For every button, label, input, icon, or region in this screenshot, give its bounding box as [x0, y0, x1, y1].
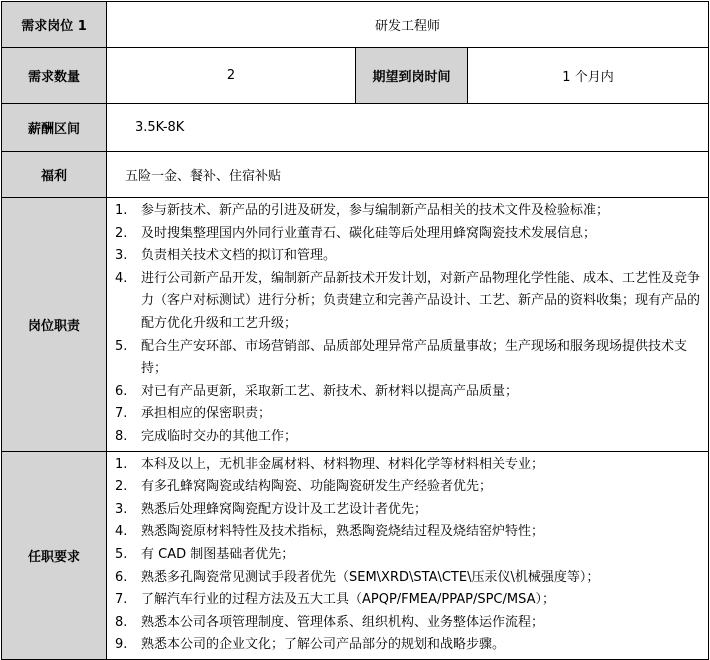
row-position	[2, 2, 709, 48]
list-item: 3. 负责相关技术文档的拟订和管理。	[115, 248, 337, 264]
row-salary	[2, 104, 709, 152]
list-item: 5. 有 CAD 制图基础者优先；	[115, 546, 295, 562]
row-requirements	[2, 451, 709, 659]
row-benefits	[2, 152, 709, 198]
list-item: 7. 了解汽车行业的过程方法及五大工具（APQP/FMEA/PPAP/SPC/MSA）；	[115, 592, 555, 608]
salary-label: 薪酬区间	[2, 104, 107, 152]
row-duties	[2, 198, 709, 452]
quantity-label: 需求数量	[2, 48, 107, 104]
benefits-value: 五险一金、餐补、住宿补贴	[107, 152, 709, 198]
list-item: 6. 对已有产品更新，采取新工艺、新技术、新材料以提高产品质量；	[115, 383, 519, 399]
position-value: 研发工程师	[107, 2, 709, 48]
duties-list	[107, 198, 708, 451]
list-item: 2. 有多孔蜂窝陶瓷或结构陶瓷、功能陶瓷研发生产经验者优先；	[115, 479, 493, 495]
arrival-label: 期望到岗时间	[356, 48, 468, 104]
list-item: 8. 熟悉本公司各项管理制度、管理体系、组织机构、业务整体运作流程；	[115, 614, 545, 630]
list-item: 8. 完成临时交办的其他工作；	[115, 428, 298, 444]
list-item: 4. 熟悉陶瓷原材料特性及技术指标，熟悉陶瓷烧结过程及烧结窑炉特性；	[115, 524, 545, 540]
requirements-list	[107, 452, 708, 659]
list-item: 4. 进行公司新产品开发，编制新产品新技术开发计划，对新产品物理化学性能、成本、工艺性及竞争力（客户对标测试）进行分析；负责建立和完善产品设计、工艺、新产品的资料收集；现有产品的配方优化升级和工艺升级；	[115, 270, 701, 331]
list-item: 5. 配合生产安环部、市场营销部、品质部处理异常产品质量事故；生产现场和服务现场提供技术支持；	[115, 338, 688, 377]
list-item: 9. 熟悉本公司的企业文化；了解公司产品部分的规划和战略步骤。	[115, 637, 506, 653]
requirements-label: 任职要求	[2, 451, 107, 659]
list-item: 1. 参与新技术、新产品的引进及研发，参与编制新产品相关的技术文件及检验标准；	[115, 203, 610, 218]
job-requirements-table	[1, 1, 709, 660]
list-item: 3. 熟悉后处理蜂窝陶瓷配方设计及工艺设计者优先；	[115, 501, 428, 517]
benefits-label: 福利	[2, 152, 107, 198]
list-item: 7. 承担相应的保密职责；	[115, 406, 272, 422]
list-item: 2. 及时搜集整理国内外同行业董青石、碳化硅等后处理用蜂窝陶瓷技术发展信息；	[115, 225, 597, 241]
list-item: 1. 本科及以上，无机非金属材料、材料物理、材料化学等材料相关专业；	[115, 456, 545, 472]
list-item: 6. 熟悉多孔陶瓷常见测试手段者优先（SEM\XRD\STA\CTE\压汞仪\机械强度等）；	[115, 569, 600, 585]
position-label: 需求岗位 1	[2, 2, 107, 48]
requirements-cell	[107, 451, 709, 659]
arrival-value: 1 个月内	[468, 48, 709, 104]
duties-label: 岗位职责	[2, 198, 107, 452]
row-quantity	[2, 48, 709, 104]
salary-value: 3.5K-8K	[107, 104, 709, 152]
duties-cell	[107, 198, 709, 452]
quantity-value: 2	[107, 48, 356, 104]
